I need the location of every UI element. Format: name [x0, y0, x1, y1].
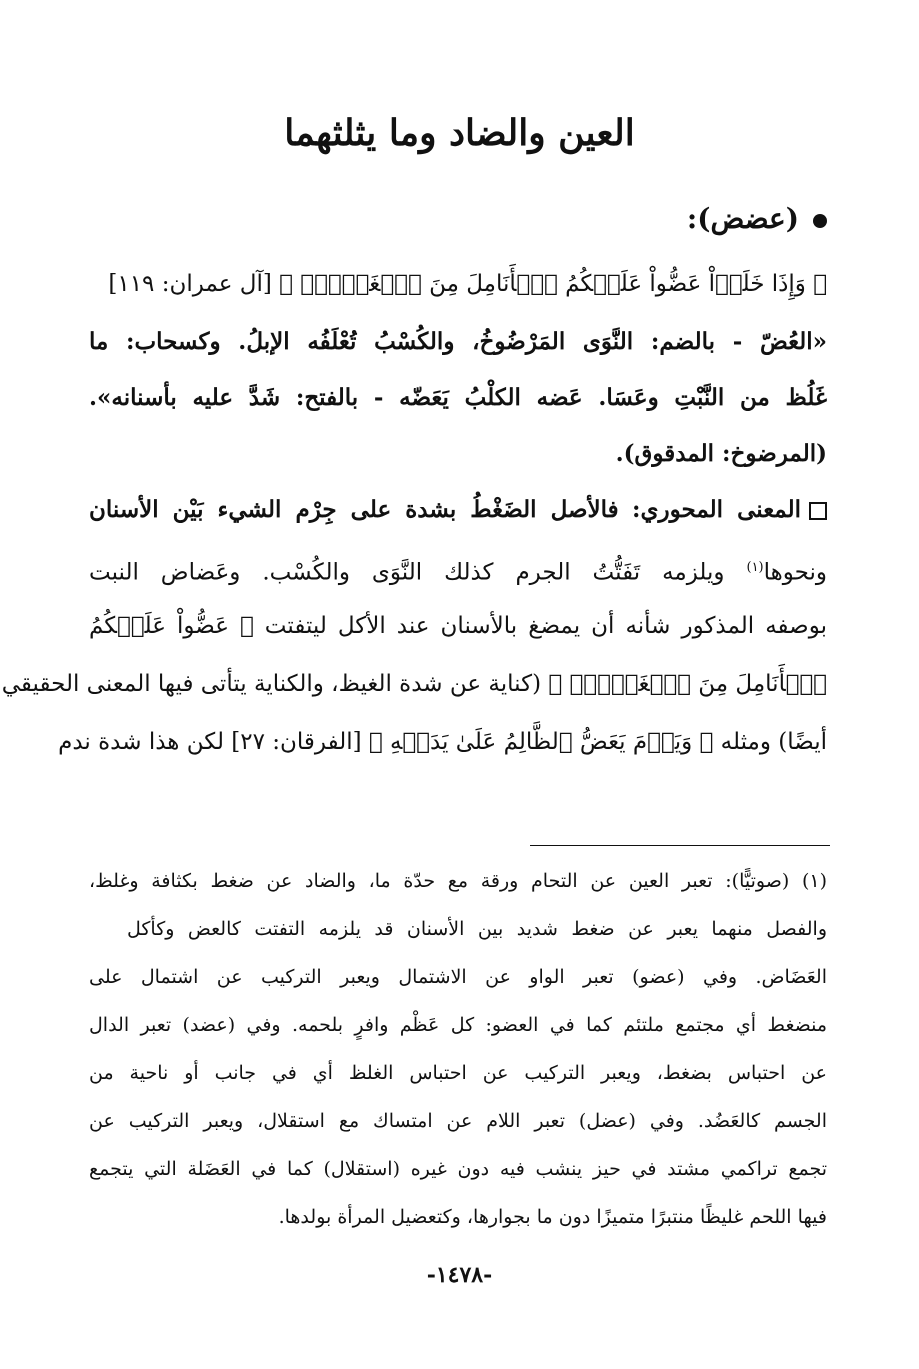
footnote-line: عن احتباس بضغط، ويعبر التركيب عن احتباس الغلظ أي في جانب أو ناحية من	[89, 1062, 827, 1084]
body-line-2-b: ويلزمه تَفَتُّتُ الجرم كذلك النَّوَى والكُسْب. وعَضاض النبت	[89, 559, 725, 586]
body-line-2-a: ونحوها	[763, 559, 827, 586]
entry-heading	[687, 202, 827, 235]
entry-heading-text: (عضض):	[686, 202, 799, 235]
footnote-line: والفصل منهما يعبر عن ضغط شديد بين الأسنان قد يلزمه التفتت كالعض وكأكل	[127, 918, 827, 940]
body-line-1	[89, 492, 827, 528]
footnote-line: فيها اللحم غليظًا منتبرًا متميزًا دون ما بجوارها، وكتعضيل المرأة بولدها.	[278, 1206, 827, 1228]
quran-verse: ﴿ وَإِذَا خَلَوۡاْ عَضُّواْ عَلَيۡكُمُ ٱلۡأَنَامِلَ مِنَ ٱلۡغَيۡظِۚ ﴾ [آل عمران: ١١٩]	[108, 271, 827, 297]
body-line-3: بوصفه المذكور شأنه أن يمضغ بالأسنان عند الأكل ليتفتت ﴿ عَضُّواْ عَلَيۡكُمُ	[89, 613, 827, 639]
page-number: -١٤٧٨-	[426, 1262, 493, 1288]
square-bullet-icon	[809, 502, 827, 520]
quote-line-3: (المرضوخ: المدقوق).	[615, 440, 827, 467]
footnote-reference: (١)	[746, 560, 764, 575]
footnote-line: الجسم كالعَضُد. وفي (عضل) تعبر اللام عن امتساك مع استقلال، ويعبر التركيب عن	[89, 1110, 827, 1132]
quote-line-2: غَلُظ من النَّبْتِ وعَسَا. عَضه الكلْبُ يَعَضّه - بالفتح: شَدَّ عليه بأسنانه».	[89, 384, 827, 411]
quote-line-1: «العُضّ - بالضم: النَّوَى المَرْضُوخُ، والكُسْبُ تُعْلَفُه الإبلُ. وكسحاب: ما	[89, 328, 827, 355]
body-line-1-text: فالأصل الضَغْطُ بشدة على جِرْم الشيء بَيْن الأسنان	[89, 496, 619, 523]
footnote-line: منضغط أي مجتمع ملتئم كما في العضو: كل عَظْم وافرٍ بلحمه. وفي (عضد) تعبر الدال	[89, 1014, 827, 1036]
footnote-line: تجمع تراكمي مشتد في حيز ينشب فيه دون غيره (استقلال) كما في العَضَلة التي يتجمع	[89, 1158, 827, 1180]
footnote-line: العَضَاض. وفي (عضو) تعبر الواو عن الاشتمال ويعبر التركيب عن اشتمال على	[89, 966, 827, 988]
footnote-line: (١) (صوتيًّا): تعبر العين عن التحام ورقة مع حدّة ما، والضاد عن ضغط بكثافة وغلظ،	[89, 870, 827, 892]
axial-meaning-label: المعنى المحوري:	[632, 496, 801, 523]
page-title: العين والضاد وما يثلثهما	[284, 112, 635, 154]
footnote-separator	[530, 845, 830, 846]
body-line-5: أيضًا) ومثله ﴿ وَيَوۡمَ يَعَضُّ ٱلظَّالِمُ عَلَىٰ يَدَيۡهِ ﴾ [الفرقان: ٢٧] لكن هذا شدة ندم	[58, 729, 827, 755]
body-line-2	[89, 550, 827, 591]
body-line-4: ٱلۡأَنَامِلَ مِنَ ٱلۡغَيۡظِۚ ﴾ (كناية عن شدة الغيظ، والكناية يتأتى فيها المعنى الحقيقي	[1, 671, 827, 697]
bullet-icon	[813, 214, 827, 228]
